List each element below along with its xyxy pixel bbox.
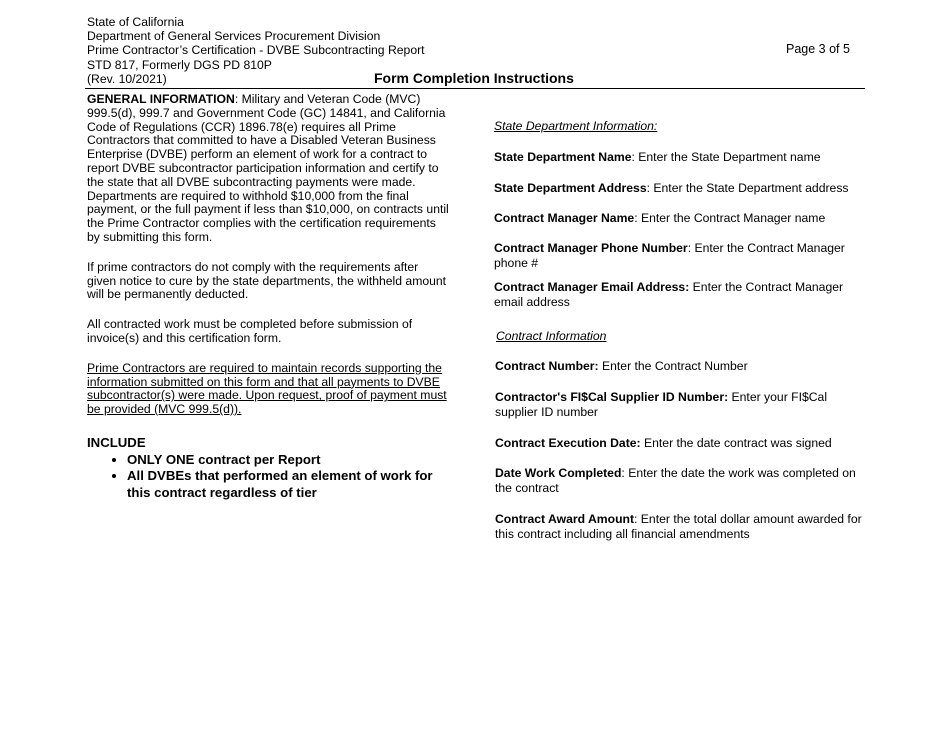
instruction-contract-manager-phone [494, 241, 864, 271]
instruction-state-department-address [494, 181, 864, 196]
include-item: • All DVBEs that performed an element of work for this contract regardless of tier [127, 468, 449, 501]
instruction-state-department-name [494, 150, 864, 165]
completion-paragraph: All contracted work must be completed before submission of invoice(s) and this certification form. [87, 317, 413, 345]
include-list [87, 452, 449, 502]
header-form-name: Prime Contractor’s Certification - DVBE Subcontracting Report [87, 43, 425, 58]
instruction-supplier-id [495, 390, 865, 420]
instruction-contract-manager-name [494, 211, 864, 226]
field-label: Contract Manager Phone Number [494, 241, 688, 255]
header-divider [85, 88, 865, 89]
noncompliance-paragraph: If prime contractors do not comply with the requirements after given notice to cure by the state departments, the withheld amount will be permanently deducted. [87, 259, 447, 302]
page-number: Page 3 of 5 [786, 42, 850, 56]
field-instruction: : Enter the Contract Manager phone # [494, 241, 845, 270]
left-column [87, 93, 449, 501]
include-item: • ONLY ONE contract per Report [127, 452, 449, 469]
instruction-contract-award-amount [495, 512, 865, 542]
field-label: Contract Number: [495, 359, 599, 373]
page-title: Form Completion Instructions [374, 70, 574, 86]
instruction-contract-execution-date [495, 436, 865, 451]
field-instruction: Enter the date contract was signed [640, 436, 832, 450]
field-label: Contractor's FI$Cal Supplier ID Number: [495, 390, 729, 404]
instruction-date-work-completed [495, 466, 865, 496]
field-label: Contract Manager Name [494, 211, 635, 225]
field-label: Contract Award Amount [495, 512, 635, 526]
field-label: State Department Name [494, 150, 632, 164]
contract-information-section-heading: Contract Information [496, 329, 607, 343]
records-paragraph: Prime Contractors are required to maintain records supporting the information submitted on this form and that all payments to DVBE subcontractor(s) were made. Upon request, proof of payment must be provided (MVC 999.5(d)). [87, 360, 447, 417]
field-label: Date Work Completed [495, 466, 622, 480]
field-instruction: Enter the Contract Number [598, 359, 748, 373]
header-department: Department of General Services Procurement Division [87, 29, 381, 44]
field-label: Contract Manager Email Address: [494, 280, 690, 294]
header-agency: State of California [87, 15, 184, 29]
field-instruction: : Enter the date the work was completed on the contract [495, 466, 856, 495]
field-label: Contract Execution Date: [495, 436, 641, 450]
field-instruction: Enter your FI$Cal supplier ID number [495, 390, 828, 419]
field-instruction: Enter the Contract Manager email address [494, 280, 844, 309]
general-information-label: GENERAL INFORMATION [87, 92, 235, 106]
general-information-text: : Military and Veteran Code (MVC) 999.5(d), 999.7 and Government Code (GC) 14841, and California Code of Regulations (CCR) 1896.78(e) requires all Prime Contractors that committed to have a Disabled Veteran Business Enterprise (DVBE) perform an element of work for a contract to report DVBE subcontractor participation information and certify to the state that all DVBE subcontracting payments were made. Departments are required to withhold $10,000 from the final payment, or the full payment if less than $10,000, on contracts until the Prime Contractor complies with the certification requirements by submitting this form. [87, 92, 449, 244]
field-instruction: : Enter the State Department address [646, 181, 849, 195]
header-form-number: STD 817, Formerly DGS PD 810P [87, 57, 272, 72]
instruction-contract-manager-email [494, 280, 864, 310]
field-instruction: : Enter the State Department name [631, 150, 821, 164]
state-department-section-heading: State Department Information: [494, 119, 658, 133]
instruction-contract-number [495, 359, 865, 374]
field-instruction: : Enter the total dollar amount awarded for this contract including all financial amendments [495, 512, 862, 541]
include-heading: INCLUDE [87, 434, 146, 450]
header-revision: (Rev. 10/2021) [87, 71, 167, 86]
field-instruction: : Enter the Contract Manager name [634, 211, 826, 225]
general-information-paragraph [87, 93, 449, 245]
field-label: State Department Address [494, 181, 647, 195]
